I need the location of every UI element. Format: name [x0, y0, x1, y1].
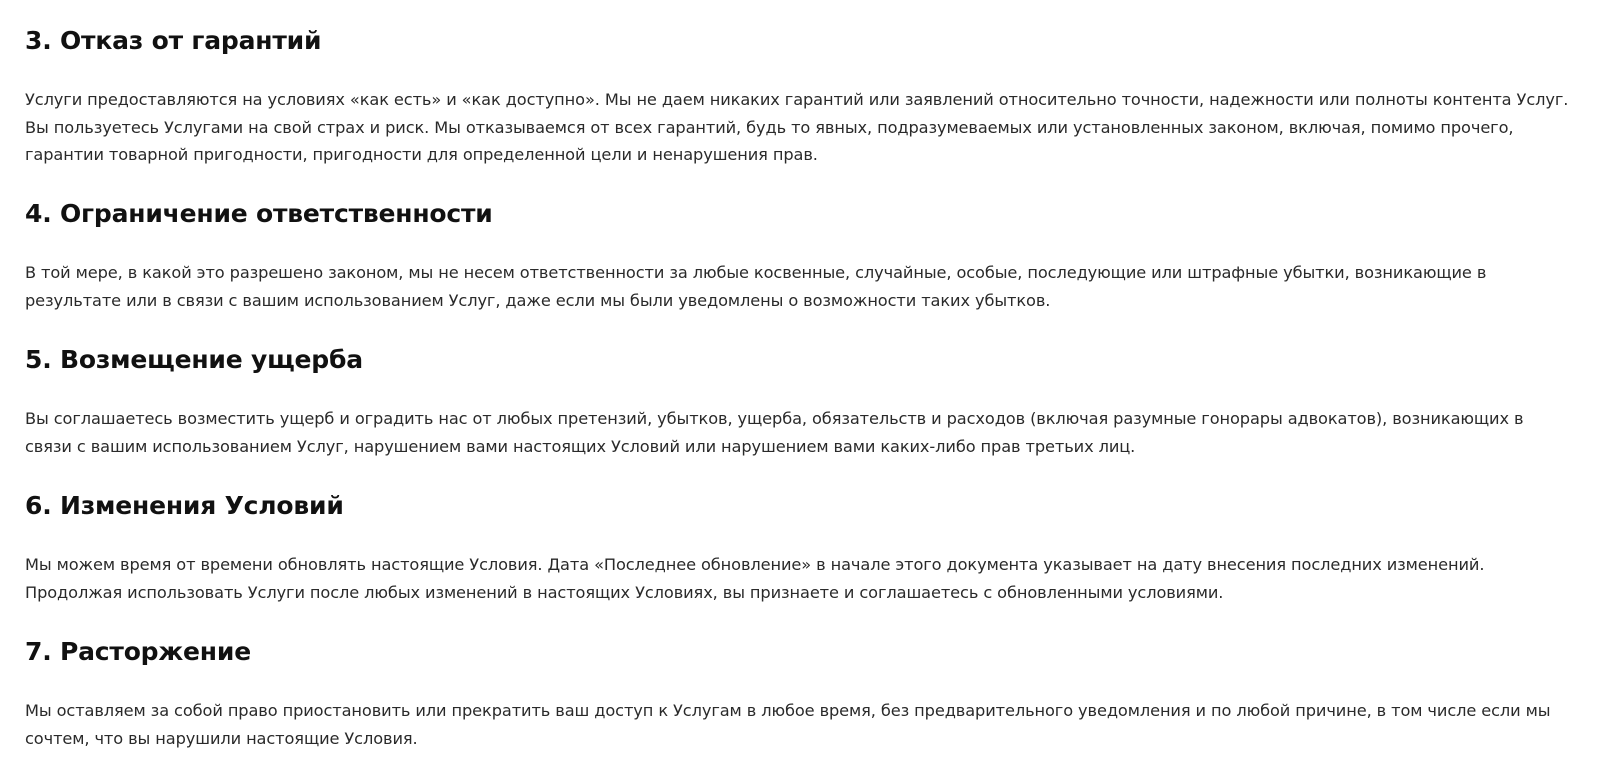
section-paragraph: В той мере, в какой это разрешено законом, мы не несем ответственности за любые косвенные, случайные, особые, последующие или штрафные убытки, возникающие в результате или в связи с вашим использованием Услуг, даже если мы были уведомлены о возможности таких убытков. [25, 263, 1487, 310]
section-paragraph: Вы соглашаетесь возместить ущерб и оградить нас от любых претензий, убытков, ущерба, обязательств и расходов (включая разумные гонорары адвокатов), возникающих в связи с вашим использованием Услуг, нарушением вами настоящих Условий или нарушением вами каких-либо прав третьих лиц. [25, 409, 1524, 456]
section-paragraph: Мы оставляем за собой право приостановить или прекратить ваш доступ к Услугам в любое время, без предварительного уведомления и по любой причине, в том числе если мы сочтем, что вы нарушили настоящие Условия. [25, 701, 1551, 748]
section-indemnification [25, 345, 1575, 456]
section-paragraph: Услуги предоставляются на условиях «как есть» и «как доступно». Мы не даем никаких гарантий или заявлений относительно точности, надежности или полноты контента Услуг. Вы пользуетесь Услугами на свой страх и риск. Мы отказываемся от всех гарантий, будь то явных, подразумеваемых или установленных законом, включая, помимо прочего, гарантии товарной пригодности, пригодности для определенной цели и ненарушения прав. [25, 90, 1569, 164]
section-heading: 6. Изменения Условий [25, 491, 344, 520]
section-heading: 5. Возмещение ущерба [25, 345, 363, 374]
section-heading: 3. Отказ от гарантий [25, 26, 322, 55]
section-termination [25, 637, 1575, 748]
section-limitation-of-liability [25, 199, 1575, 310]
section-disclaimer-of-warranties [25, 26, 1575, 164]
section-heading: 7. Расторжение [25, 637, 251, 666]
section-changes-to-terms [25, 491, 1575, 602]
section-heading: 4. Ограничение ответственности [25, 199, 493, 228]
section-paragraph: Мы можем время от времени обновлять настоящие Условия. Дата «Последнее обновление» в начале этого документа указывает на дату внесения последних изменений. Продолжая использовать Услуги после любых изменений в настоящих Условиях, вы признаете и соглашаетесь с обновленными условиями. [25, 555, 1485, 602]
